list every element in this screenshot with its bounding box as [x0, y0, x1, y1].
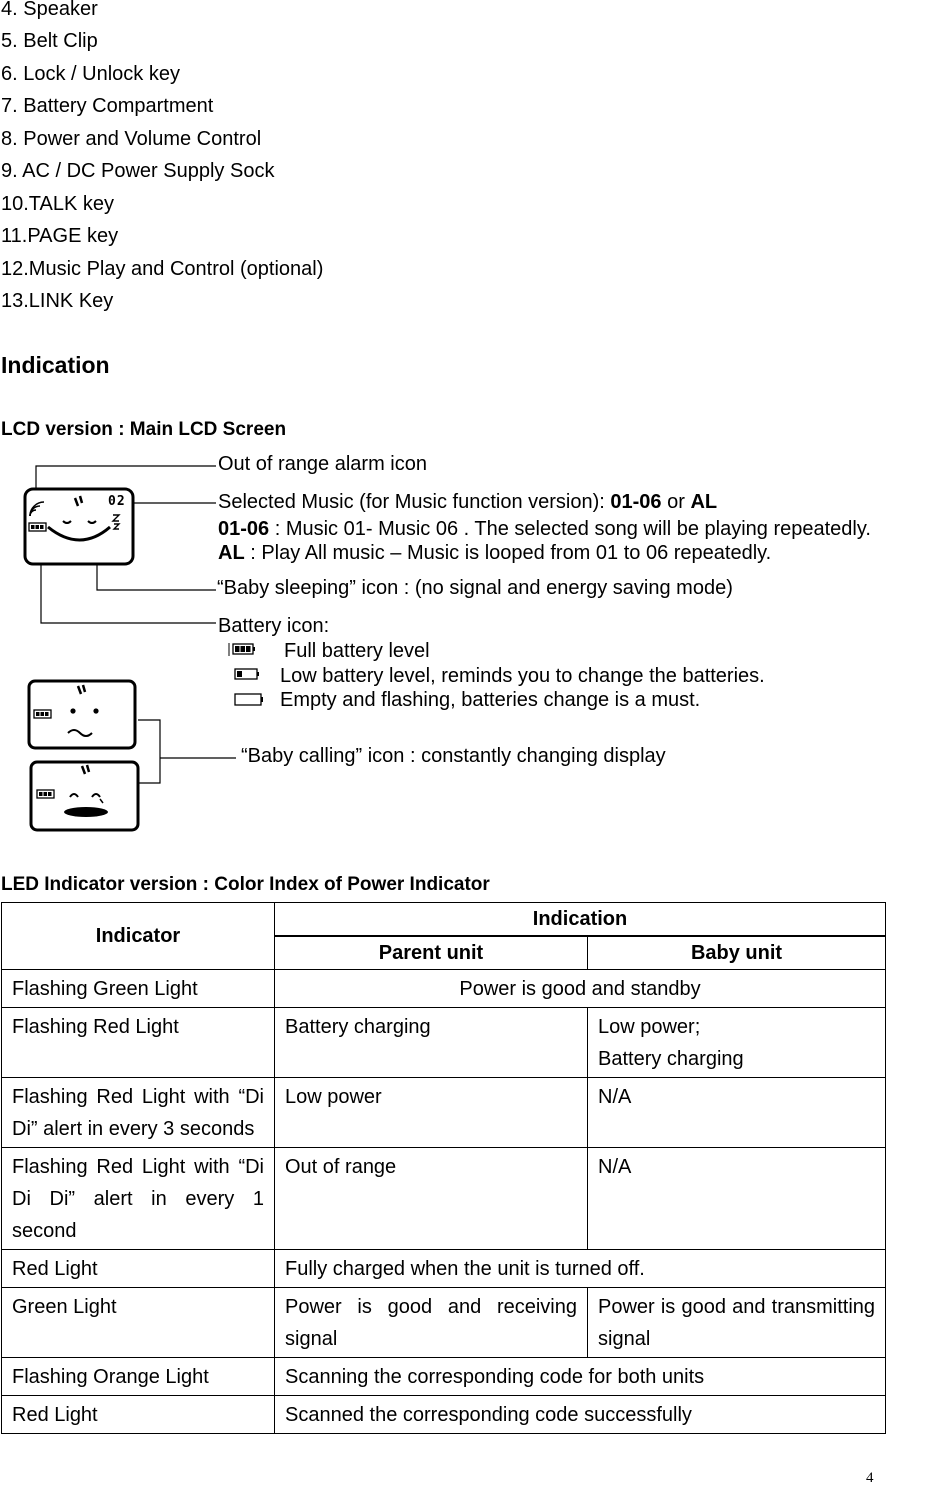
battery-full-icon — [29, 523, 46, 531]
led-indicator-table — [1, 902, 886, 1434]
label-out-of-range: Out of range alarm icon — [218, 453, 427, 475]
cell-indication: Scanned the corresponding code successfully — [275, 1396, 886, 1434]
eye-left — [70, 708, 75, 713]
table-row — [2, 1358, 886, 1396]
cell-baby: Low power; Battery charging — [588, 1008, 886, 1078]
indication-heading: Indication — [1, 352, 110, 378]
header-indication: Indication — [275, 903, 886, 937]
battery-legend-low-icon — [235, 669, 259, 679]
cell-indicator: Flashing Red Light — [2, 1008, 275, 1078]
label-battery-full: Full battery level — [284, 640, 430, 662]
header-indicator: Indicator — [2, 903, 275, 970]
cell-parent: Out of range — [275, 1148, 588, 1250]
table-row — [2, 970, 886, 1008]
table-row — [2, 1148, 886, 1250]
label-music-0106: 01-06 : Music 01- Music 06 . The selected song will be playing repeatedly. — [218, 518, 871, 540]
lcd-music-number: 02 — [108, 494, 126, 509]
cell-indicator: Red Light — [2, 1396, 275, 1434]
list-item: 4. Speaker — [1, 0, 98, 20]
cell-parent: Battery charging — [275, 1008, 588, 1078]
table-row — [2, 1008, 886, 1078]
list-item: 7. Battery Compartment — [1, 95, 214, 117]
cell-baby: N/A — [588, 1078, 886, 1148]
list-item: 8. Power and Volume Control — [1, 128, 262, 150]
cell-indication: Scanning the corresponding code for both units — [275, 1358, 886, 1396]
lcd-screen-calling-1 — [29, 681, 135, 748]
list-item: 11.PAGE key — [1, 225, 119, 247]
list-item: 12.Music Play and Control (optional) — [1, 258, 324, 280]
label-battery-empty: Empty and flashing, batteries change is a must. — [280, 689, 701, 711]
battery-full-icon — [34, 710, 51, 718]
cell-indication: Power is good and standby — [275, 970, 886, 1008]
table-row — [2, 1288, 886, 1358]
page-number: 4 — [866, 1470, 874, 1486]
cell-indicator: Flashing Orange Light — [2, 1358, 275, 1396]
cell-parent: Low power — [275, 1078, 588, 1148]
leader-out-of-range — [36, 466, 216, 488]
battery-full-icon — [37, 790, 54, 798]
table-row — [2, 1396, 886, 1434]
list-item: 10.TALK key — [1, 193, 115, 215]
cell-parent: Power is good and receiving signal — [275, 1288, 588, 1358]
led-heading: LED Indicator version : Color Index of Power Indicator — [1, 874, 490, 895]
label-music-al: AL : Play All music – Music is looped from 01 to 06 repeatedly. — [218, 542, 772, 564]
battery-legend-empty-icon — [235, 694, 263, 705]
label-baby-sleeping: “Baby sleeping” icon : (no signal and energy saving mode) — [217, 577, 733, 599]
eye-right — [93, 708, 98, 713]
leader-sleeping — [97, 563, 216, 590]
cell-baby: Power is good and transmitting signal — [588, 1288, 886, 1358]
lcd-screen-calling-2 — [31, 762, 138, 830]
table-row — [2, 1078, 886, 1148]
cell-indicator: Flashing Red Light with “Di Di” alert in every 3 seconds — [2, 1078, 275, 1148]
label-selected-music: Selected Music (for Music function version): 01-06 or AL — [218, 491, 718, 513]
cell-indicator: Red Light — [2, 1250, 275, 1288]
table-header-row — [2, 903, 886, 937]
cell-indicator: Green Light — [2, 1288, 275, 1358]
list-item: 9. AC / DC Power Supply Sock — [1, 160, 275, 182]
table-row — [2, 1250, 886, 1288]
header-parent-unit: Parent unit — [275, 936, 588, 970]
list-item: 5. Belt Clip — [1, 30, 98, 52]
label-battery-icon: Battery icon: — [218, 615, 330, 637]
leader-calling-bracket — [138, 720, 160, 783]
cell-baby: N/A — [588, 1148, 886, 1250]
crying-mouth — [64, 807, 108, 817]
label-battery-low: Low battery level, reminds you to change the batteries. — [280, 665, 765, 687]
cell-indicator: Flashing Red Light with “Di Di Di” alert in every 1 second — [2, 1148, 275, 1250]
cell-indicator: Flashing Green Light — [2, 970, 275, 1008]
list-item: 13.LINK Key — [1, 290, 114, 312]
label-baby-calling: “Baby calling” icon : constantly changing display — [241, 745, 666, 767]
list-item: 6. Lock / Unlock key — [1, 63, 180, 85]
lcd-heading: LCD version : Main LCD Screen — [1, 419, 287, 440]
cell-indication: Fully charged when the unit is turned off. — [275, 1250, 886, 1288]
leader-battery — [41, 560, 216, 623]
header-baby-unit: Baby unit — [588, 936, 886, 970]
battery-legend-full-icon — [229, 643, 255, 656]
